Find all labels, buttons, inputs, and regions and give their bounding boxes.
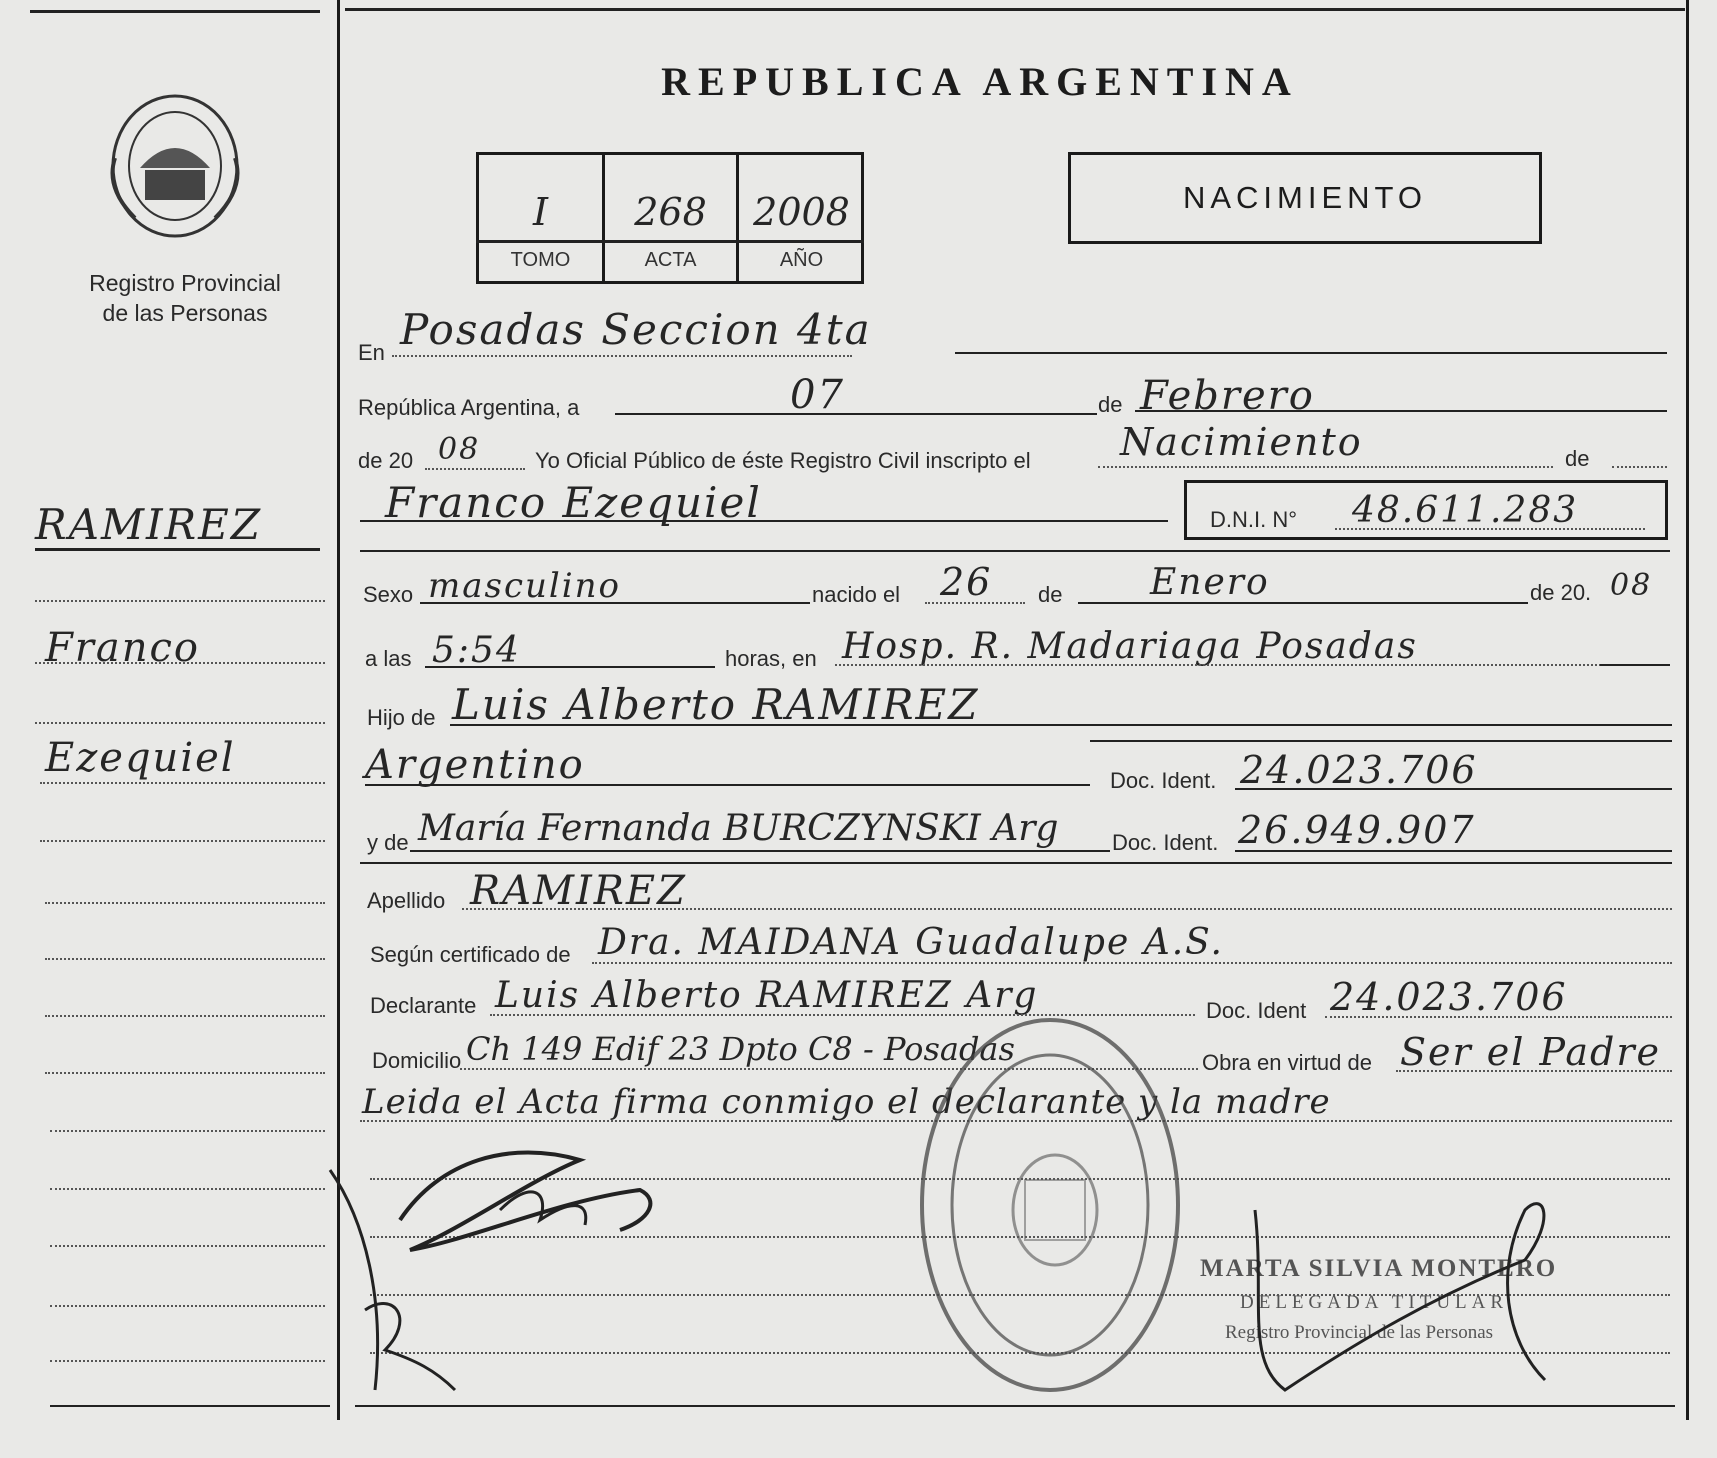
label-doc-ident-mother: Doc. Ident. xyxy=(1112,830,1219,855)
line-birth-place xyxy=(835,664,1645,666)
line-in-virtue xyxy=(1396,1070,1672,1072)
mother-signature-icon xyxy=(325,1160,465,1400)
acta-value: 268 xyxy=(634,190,707,234)
label-en: En xyxy=(358,340,385,365)
label-apellido: Apellido xyxy=(367,888,446,913)
top-rule-right xyxy=(345,8,1685,11)
line-father-nationality xyxy=(365,784,1090,786)
sidebar-dotline xyxy=(50,1130,325,1132)
official-org-stamp: Registro Provincial de las Personas xyxy=(1225,1322,1494,1343)
misiones-seal-icon xyxy=(105,88,245,248)
record-table-row-divider xyxy=(476,240,864,243)
month-value: Febrero xyxy=(1140,373,1315,419)
line-father-extra xyxy=(1090,740,1672,742)
line-father-name xyxy=(450,724,1672,726)
line-mother-name xyxy=(410,850,1110,852)
domicile-value: Ch 149 Edif 23 Dpto C8 - Posadas xyxy=(466,1030,1015,1068)
surname-value: RAMIREZ xyxy=(470,868,687,914)
section-rule xyxy=(360,550,1670,552)
label-y-de: y de xyxy=(367,830,409,855)
line-place xyxy=(392,355,852,357)
line-act xyxy=(1098,466,1553,468)
line-sex xyxy=(420,602,810,604)
registry-name-line1: Registro Provincial xyxy=(89,270,281,296)
line-declarant-doc xyxy=(1325,1016,1672,1018)
frame-bottom-rule xyxy=(355,1405,1675,1407)
label-de-month: de xyxy=(1098,392,1123,417)
sidebar-dotline xyxy=(50,1360,325,1362)
label-de-20: de 20 xyxy=(358,448,414,473)
sidebar-dotline xyxy=(50,1245,325,1247)
official-signature-icon xyxy=(1225,1180,1575,1400)
day-value: 07 xyxy=(790,372,845,418)
line-birth-time xyxy=(425,666,715,668)
sidebar-surname: RAMIREZ xyxy=(35,500,263,549)
line-child-names xyxy=(360,520,1168,522)
sidebar-dotline xyxy=(50,1305,325,1307)
mother-name-value: María Fernanda BURCZYNSKI Arg xyxy=(418,808,1059,849)
label-sexo: Sexo xyxy=(363,582,414,607)
sidebar-dotline xyxy=(45,902,325,904)
sidebar-bottom-rule xyxy=(50,1405,330,1407)
anio-value: 2008 xyxy=(753,190,850,234)
line-place-rest xyxy=(955,352,1667,354)
section-rule-2 xyxy=(360,862,1672,864)
label-republica: República Argentina, a xyxy=(358,395,580,420)
birth-month-value: Enero xyxy=(1150,562,1270,603)
frame-right-border xyxy=(1686,0,1689,1420)
sidebar-dotline xyxy=(40,782,325,784)
year-suffix-value: 08 xyxy=(438,432,481,467)
label-a-las: a las xyxy=(365,646,412,671)
label-hijo-de: Hijo de xyxy=(367,705,436,730)
label-segun-certificado: Según certificado de xyxy=(370,942,571,967)
sex-value: masculino xyxy=(428,566,622,606)
certificate-by-value: Dra. MAIDANA Guadalupe A.S. xyxy=(598,922,1224,963)
sidebar-dotline xyxy=(35,722,325,724)
label-nacido-el: nacido el xyxy=(812,582,901,607)
line-birth-day xyxy=(925,602,1025,604)
label-de-act: de xyxy=(1565,446,1590,471)
tomo-value: I xyxy=(532,190,548,234)
sidebar-dotline xyxy=(50,1188,325,1190)
label-domicilio: Domicilio xyxy=(372,1048,462,1073)
sidebar-dotline xyxy=(40,840,325,842)
country-title: REPUBLICA ARGENTINA xyxy=(661,59,1299,104)
line-certificate xyxy=(592,962,1672,964)
sidebar-middle-name: Ezequiel xyxy=(45,735,236,781)
sidebar-dotline xyxy=(45,1072,325,1074)
line-dni xyxy=(1335,528,1645,530)
official-role-stamp: DELEGADA TITULAR xyxy=(1240,1292,1509,1313)
father-nationality-value: Argentino xyxy=(365,742,585,788)
sidebar-dotline xyxy=(45,1015,325,1017)
dni-value: 48.611.283 xyxy=(1352,490,1579,531)
sidebar-dotline xyxy=(45,958,325,960)
label-de-birth-month: de xyxy=(1038,582,1063,607)
line-mother-doc xyxy=(1235,850,1672,852)
label-declarante: Declarante xyxy=(370,993,477,1018)
line-surname xyxy=(462,908,1672,910)
label-doc-ident-declarant: Doc. Ident xyxy=(1206,998,1307,1023)
top-rule-left xyxy=(30,10,320,13)
place-value: Posadas Seccion 4ta xyxy=(400,305,872,354)
line-act-end xyxy=(1612,466,1667,468)
line-month xyxy=(1135,410,1667,412)
sidebar-first-name: Franco xyxy=(45,625,200,671)
birth-place-value: Hosp. R. Madariaga Posadas xyxy=(842,626,1418,667)
line-day xyxy=(615,413,1097,415)
sidebar-dotline xyxy=(35,600,325,602)
line-birth-place-end xyxy=(1600,664,1670,666)
official-name-stamp: MARTA SILVIA MONTERO xyxy=(1200,1255,1558,1282)
declarant-value: Luis Alberto RAMIREZ Arg xyxy=(495,975,1039,1016)
closing-line-value: Leida el Acta firma conmigo el declarante y la madre xyxy=(362,1082,1331,1122)
label-dni: D.N.I. N° xyxy=(1210,507,1298,532)
label-horas-en: horas, en xyxy=(725,646,817,671)
registry-name-line2: de las Personas xyxy=(102,300,268,326)
anio-label: AÑO xyxy=(779,249,824,271)
birth-day-value: 26 xyxy=(940,560,993,604)
birth-time-value: 5:54 xyxy=(432,630,521,671)
sidebar-rule xyxy=(35,548,320,551)
father-doc-value: 24.023.706 xyxy=(1240,748,1478,792)
mother-doc-value: 26.949.907 xyxy=(1238,808,1476,852)
in-virtue-of-value: Ser el Padre xyxy=(1400,1030,1661,1074)
tomo-label: TOMO xyxy=(510,249,571,271)
registry-round-stamp-icon xyxy=(915,1010,1185,1400)
line-year xyxy=(425,468,525,470)
line-father-doc xyxy=(1235,788,1672,790)
line-birth-month xyxy=(1078,602,1528,604)
act-value: Nacimiento xyxy=(1120,420,1363,464)
label-obra-en-virtud: Obra en virtud de xyxy=(1202,1050,1372,1075)
label-de-20-birth: de 20. xyxy=(1530,580,1592,605)
acta-label: ACTA xyxy=(644,249,697,271)
document-type-box: NACIMIENTO xyxy=(1068,152,1542,244)
father-name-value: Luis Alberto RAMIREZ xyxy=(452,680,980,729)
label-yo-oficial: Yo Oficial Público de éste Registro Civil inscripto el xyxy=(535,448,1031,473)
label-doc-ident-father: Doc. Ident. xyxy=(1110,768,1217,793)
sidebar-dotline xyxy=(35,662,325,664)
child-names-value: Franco Ezequiel xyxy=(385,478,762,527)
declarant-doc-value: 24.023.706 xyxy=(1330,975,1568,1019)
birth-year-value: 08 xyxy=(1610,568,1653,603)
